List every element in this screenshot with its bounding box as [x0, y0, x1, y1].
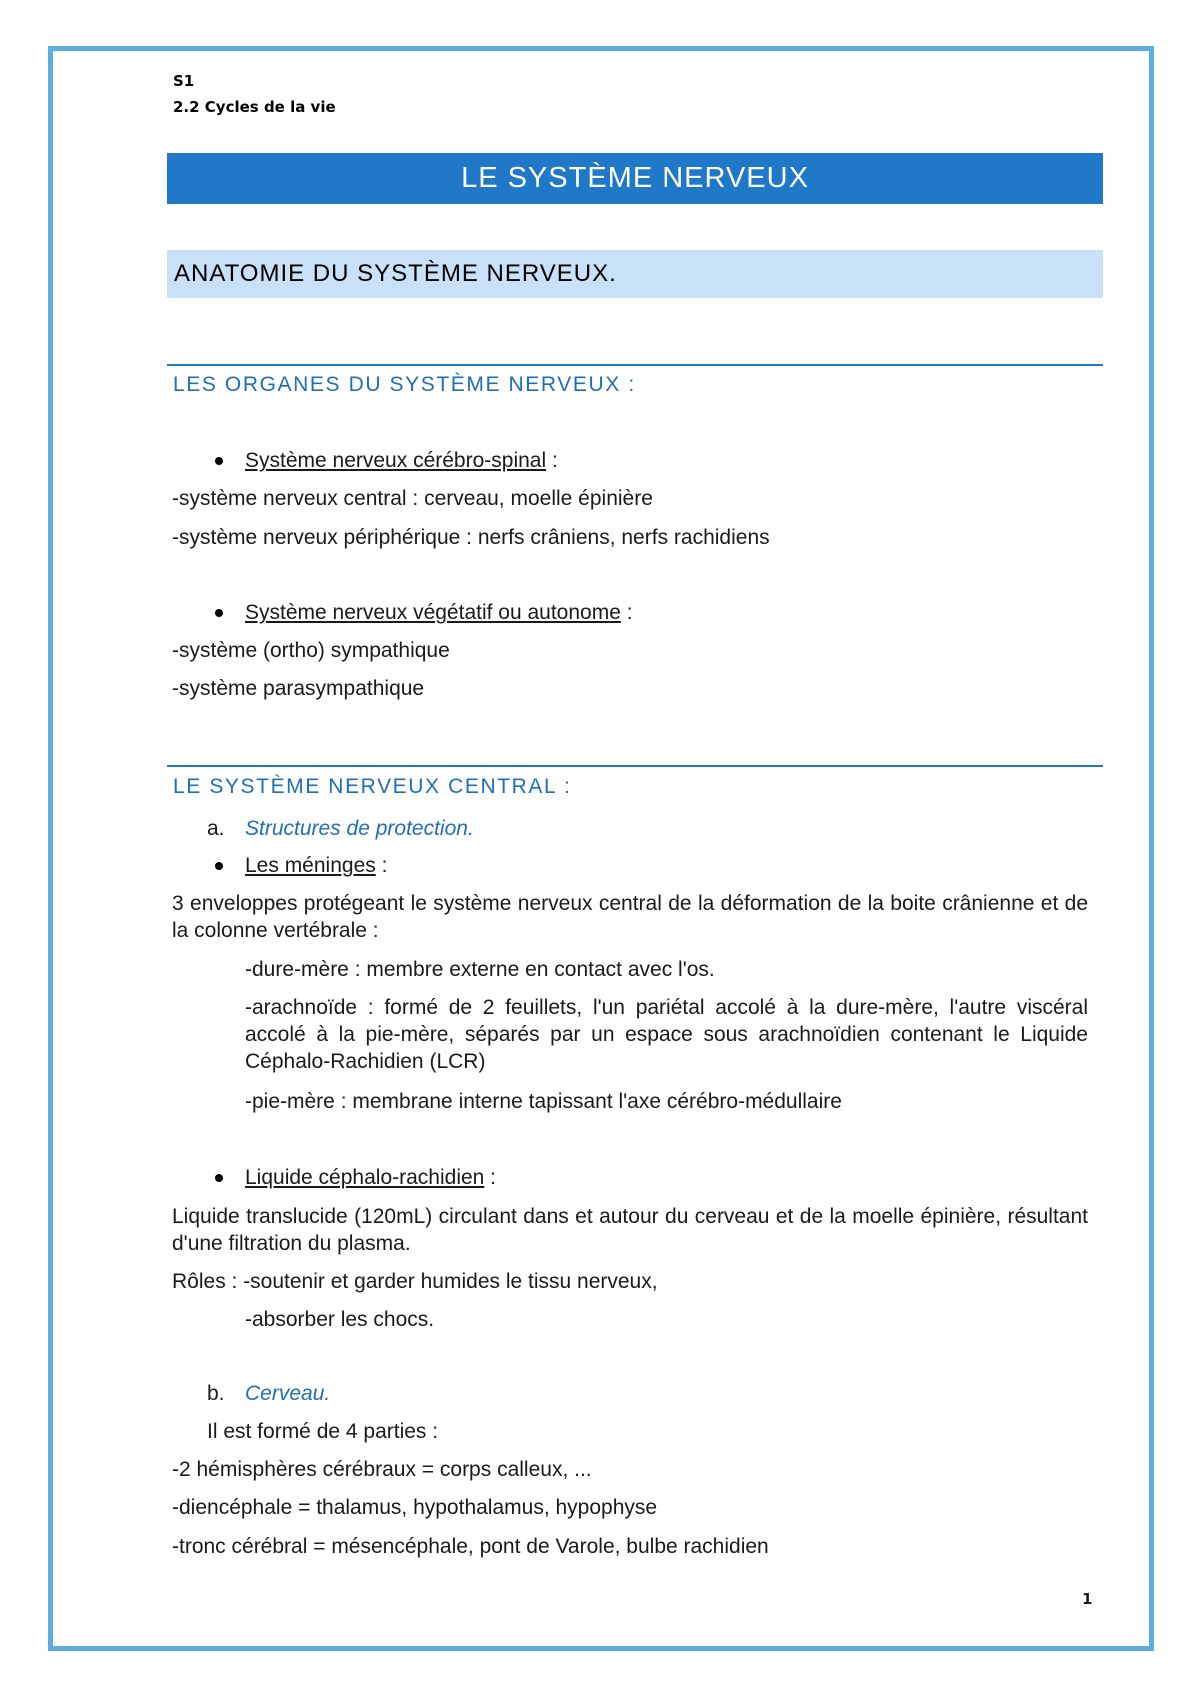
- text-line: -système (ortho) sympathique: [172, 639, 450, 662]
- paragraph-arachnoide: -arachnoïde : formé de 2 feuillets, l'un pariétal accolé à la dure-mère, l'autre viscéral accolé à la pie-mère, séparés par un espace sous arachnoïdien contenant le Liquide Céphalo-Rachidien (LCR): [245, 996, 1088, 1073]
- heading-rule: [167, 765, 1103, 767]
- subsection-title-protection: Structures de protection.: [245, 817, 474, 840]
- text-roles-2: -absorber les chocs.: [245, 1308, 435, 1331]
- bullet-lcr-label: Liquide céphalo-rachidien: [245, 1166, 485, 1189]
- list-marker-a: a.: [207, 817, 225, 840]
- text-cerveau-intro: Il est formé de 4 parties :: [207, 1420, 439, 1443]
- bullet-suffix: :: [484, 1166, 497, 1189]
- bullet-meninges-label: Les méninges: [245, 854, 376, 877]
- text-line: -système parasympathique: [172, 677, 425, 700]
- bullet-lcr: [245, 1164, 496, 1191]
- bullet-meninges: [245, 852, 387, 879]
- bullet-cerebro-spinal-label: Système nerveux cérébro-spinal: [245, 449, 547, 472]
- text-line: -2 hémisphères cérébraux = corps calleux, ...: [172, 1458, 592, 1481]
- text-line: -système nerveux central : cerveau, moelle épinière: [172, 487, 653, 510]
- snc-heading: LE SYSTÈME NERVEUX CENTRAL :: [173, 775, 572, 798]
- text-line: -tronc cérébral = mésencéphale, pont de Varole, bulbe rachidien: [172, 1535, 769, 1558]
- bullet-suffix: :: [620, 601, 633, 624]
- text-pie-mere: -pie-mère : membrane interne tapissant l'axe cérébro-médullaire: [245, 1090, 842, 1113]
- document-title: LE SYSTÈME NERVEUX: [167, 153, 1103, 204]
- paragraph-lcr: Liquide translucide (120mL) circulant dans et autour du cerveau et de la moelle épinière, résultant d'une filtration du plasma.: [172, 1205, 1088, 1255]
- text-line: -diencéphale = thalamus, hypothalamus, hypophyse: [172, 1496, 658, 1519]
- text-roles: Rôles : -soutenir et garder humides le tissu nerveux,: [172, 1270, 658, 1293]
- header-semester: S1: [173, 72, 195, 90]
- header-course: 2.2 Cycles de la vie: [173, 98, 336, 116]
- paragraph-meninges: 3 enveloppes protégeant le système nerveux central de la déformation de la boite crânienne et de la colonne vertébrale :: [172, 892, 1088, 942]
- text-line: -système nerveux périphérique : nerfs crâniens, nerfs rachidiens: [172, 526, 770, 549]
- bullet-cerebro-spinal: [245, 447, 558, 474]
- section-heading: ANATOMIE DU SYSTÈME NERVEUX.: [167, 250, 1103, 298]
- subsection-title-cerveau: Cerveau.: [245, 1382, 331, 1405]
- organes-heading: LES ORGANES DU SYSTÈME NERVEUX :: [173, 373, 636, 396]
- bullet-suffix: :: [375, 854, 388, 877]
- page-number: 1: [1082, 1590, 1093, 1608]
- bullet-vegetatif: [245, 599, 633, 626]
- list-marker-b: b.: [207, 1382, 225, 1405]
- text-dure-mere: -dure-mère : membre externe en contact avec l'os.: [245, 958, 715, 981]
- bullet-vegetatif-label: Système nerveux végétatif ou autonome: [245, 601, 621, 624]
- heading-rule: [167, 364, 1103, 366]
- bullet-suffix: :: [546, 449, 558, 472]
